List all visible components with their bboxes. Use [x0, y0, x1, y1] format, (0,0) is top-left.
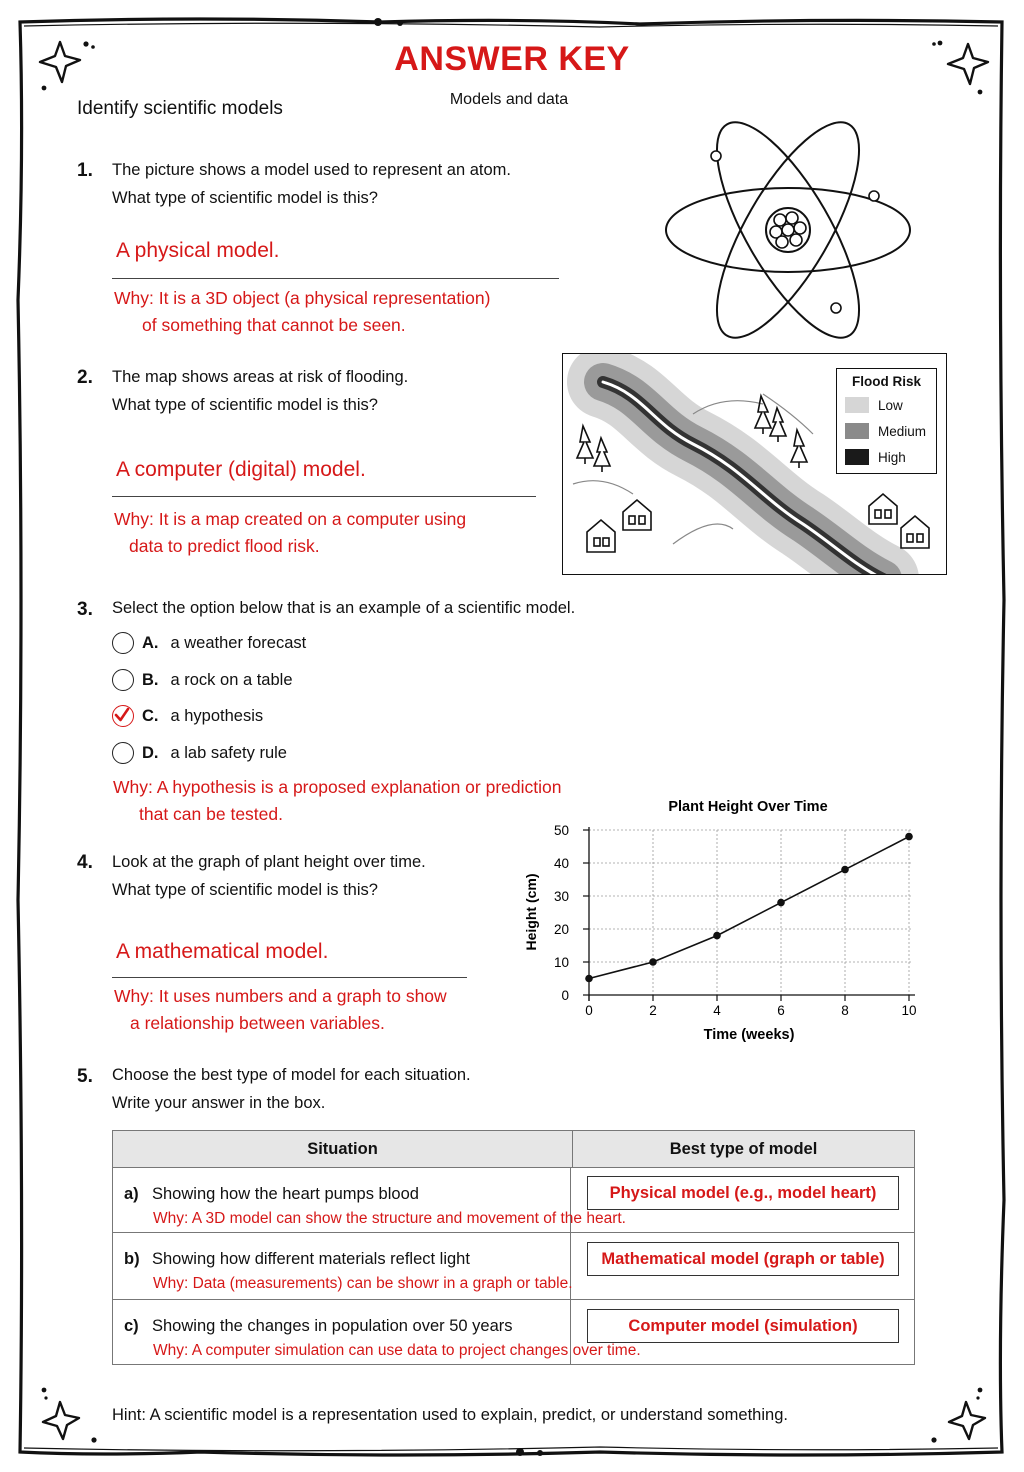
question-number: 4. — [77, 852, 93, 873]
hint-text: Hint: A scientific model is a representation used to explain, predict, or understand something. — [112, 1406, 788, 1424]
option-text: a weather forecast — [170, 633, 307, 652]
data-point — [585, 975, 593, 983]
explanation — [114, 983, 447, 1037]
legend-label: Medium — [878, 423, 927, 439]
answer-line — [112, 278, 559, 279]
legend-items — [837, 395, 936, 467]
question-text — [112, 1061, 471, 1117]
option-text: a hypothesis — [170, 706, 264, 725]
legend-label: Low — [878, 397, 903, 413]
answer-text: A mathematical model. — [116, 940, 329, 963]
x-tick-label: 0 — [585, 1003, 593, 1018]
explanation-line: that can be tested. — [139, 804, 283, 824]
table-header-model: Best type of model — [573, 1131, 915, 1168]
table-cell — [113, 1233, 915, 1300]
option-letter: C. — [142, 706, 159, 725]
legend-item — [845, 395, 936, 415]
y-tick-label: 50 — [553, 823, 569, 838]
row-situation: Showing how different materials reflect light — [152, 1250, 470, 1268]
question-line: The picture shows a model used to represent an atom. — [112, 161, 511, 179]
data-point — [905, 833, 913, 841]
question-number: 5. — [77, 1066, 93, 1087]
question-text — [112, 363, 408, 419]
question-line: The map shows areas at risk of flooding. — [112, 368, 409, 386]
table-cell — [113, 1300, 915, 1365]
table-row — [113, 1168, 915, 1233]
y-tick-label: 40 — [553, 856, 569, 871]
data-point — [713, 932, 721, 940]
legend-swatch — [845, 423, 869, 439]
atom-model-image — [660, 112, 920, 342]
x-tick-label: 6 — [777, 1003, 785, 1018]
legend-item — [845, 421, 936, 441]
explanation-line: Why: A hypothesis is a proposed explanation or prediction — [113, 777, 562, 797]
x-axis-label: Time (weeks) — [703, 1027, 795, 1043]
table-cell — [113, 1168, 915, 1233]
row-letter: b) — [124, 1250, 140, 1268]
data-point — [777, 899, 785, 907]
model-table — [112, 1130, 915, 1365]
option-c[interactable] — [112, 705, 263, 727]
answer-line — [112, 496, 536, 497]
option-a[interactable] — [112, 632, 306, 654]
y-tick-label: 10 — [553, 955, 569, 970]
table-row — [113, 1233, 915, 1300]
question-line: What type of scientific model is this? — [112, 396, 378, 414]
answer-text: A physical model. — [116, 239, 280, 262]
row-content — [113, 1300, 914, 1364]
worksheet-topic: Identify scientific models — [77, 98, 283, 119]
radio-checked[interactable] — [112, 705, 134, 727]
explanation — [114, 506, 466, 560]
y-axis-label: Height (cm) — [523, 873, 539, 951]
row-explanation: Why: A computer simulation can use data to project changes over time. — [153, 1342, 641, 1359]
star-icon — [34, 1384, 104, 1454]
legend-title: Flood Risk — [851, 374, 921, 389]
question-text — [112, 848, 426, 904]
x-tick-label: 2 — [649, 1003, 657, 1018]
option-letter: D. — [142, 743, 159, 762]
row-explanation: Why: A 3D model can show the structure and movement of the heart. — [153, 1210, 626, 1227]
question-number: 3. — [77, 599, 93, 620]
question-line: Look at the graph of plant height over time. — [112, 853, 426, 871]
flood-risk-legend — [836, 368, 937, 474]
x-tick-label: 8 — [841, 1003, 849, 1018]
question-text — [112, 156, 511, 212]
explanation-line: a relationship between variables. — [130, 1013, 385, 1033]
plant-height-chart — [510, 790, 940, 1050]
legend-item — [845, 447, 936, 467]
y-tick-label: 20 — [553, 922, 569, 937]
answer-key-title: ANSWER KEY — [394, 40, 630, 78]
question-line: Choose the best type of model for each situation. — [112, 1066, 471, 1084]
star-icon — [920, 1384, 990, 1454]
explanation-line: Why: It is a 3D object (a physical representation) — [114, 288, 491, 308]
option-letter: B. — [142, 670, 159, 689]
flood-map — [562, 353, 947, 575]
option-text: a rock on a table — [170, 670, 293, 689]
explanation-line: of something that cannot be seen. — [142, 315, 406, 335]
x-tick-label: 10 — [901, 1003, 917, 1018]
legend-label: High — [878, 449, 906, 465]
question-line: What type of scientific model is this? — [112, 189, 378, 207]
explanation-line: Why: It is a map created on a computer using — [114, 509, 467, 529]
legend-swatch — [845, 397, 869, 413]
series-line — [589, 837, 909, 979]
explanation — [114, 285, 490, 339]
explanation-line: Why: It uses numbers and a graph to show — [114, 986, 447, 1006]
row-situation: Showing how the heart pumps blood — [152, 1185, 419, 1203]
legend-swatch — [845, 449, 869, 465]
answer-box[interactable]: Physical model (e.g., model heart) — [587, 1176, 899, 1210]
answer-line — [112, 977, 467, 978]
table-header-situation: Situation — [113, 1131, 573, 1168]
explanation — [113, 774, 561, 828]
question-line: What type of scientific model is this? — [112, 881, 378, 899]
option-letter: A. — [142, 633, 159, 652]
chart-title: Plant Height Over Time — [668, 799, 828, 815]
question-line: Write your answer in the box. — [112, 1094, 326, 1112]
row-letter: c) — [124, 1317, 139, 1335]
y-tick-label: 30 — [553, 889, 569, 904]
data-point — [841, 866, 849, 874]
option-text: a lab safety rule — [170, 743, 287, 762]
radio-button[interactable] — [112, 742, 134, 764]
answer-text: A computer (digital) model. — [116, 458, 366, 481]
radio-button[interactable] — [112, 669, 134, 691]
question-number: 2. — [77, 367, 93, 388]
answer-box[interactable]: Mathematical model (graph or table) — [587, 1242, 899, 1276]
checkmark-icon — [111, 704, 133, 726]
x-tick-label: 4 — [713, 1003, 721, 1018]
row-letter: a) — [124, 1185, 139, 1203]
row-explanation: Why: Data (measurements) can be showr in a graph or table. — [153, 1275, 573, 1292]
table-row — [113, 1300, 915, 1365]
question-number: 1. — [77, 160, 93, 181]
data-point — [649, 958, 657, 966]
option-b[interactable] — [112, 669, 293, 691]
y-tick-label: 0 — [561, 988, 569, 1003]
answer-box[interactable]: Computer model (simulation) — [587, 1309, 899, 1343]
explanation-line: data to predict flood risk. — [129, 536, 320, 556]
option-d[interactable] — [112, 742, 287, 764]
row-content — [113, 1168, 914, 1232]
worksheet-subtitle: Models and data — [449, 91, 569, 108]
row-situation: Showing the changes in population over 50 years — [152, 1317, 513, 1335]
row-content — [113, 1233, 914, 1299]
radio-button[interactable] — [112, 632, 134, 654]
question-text: Select the option below that is an example of a scientific model. — [112, 599, 576, 617]
